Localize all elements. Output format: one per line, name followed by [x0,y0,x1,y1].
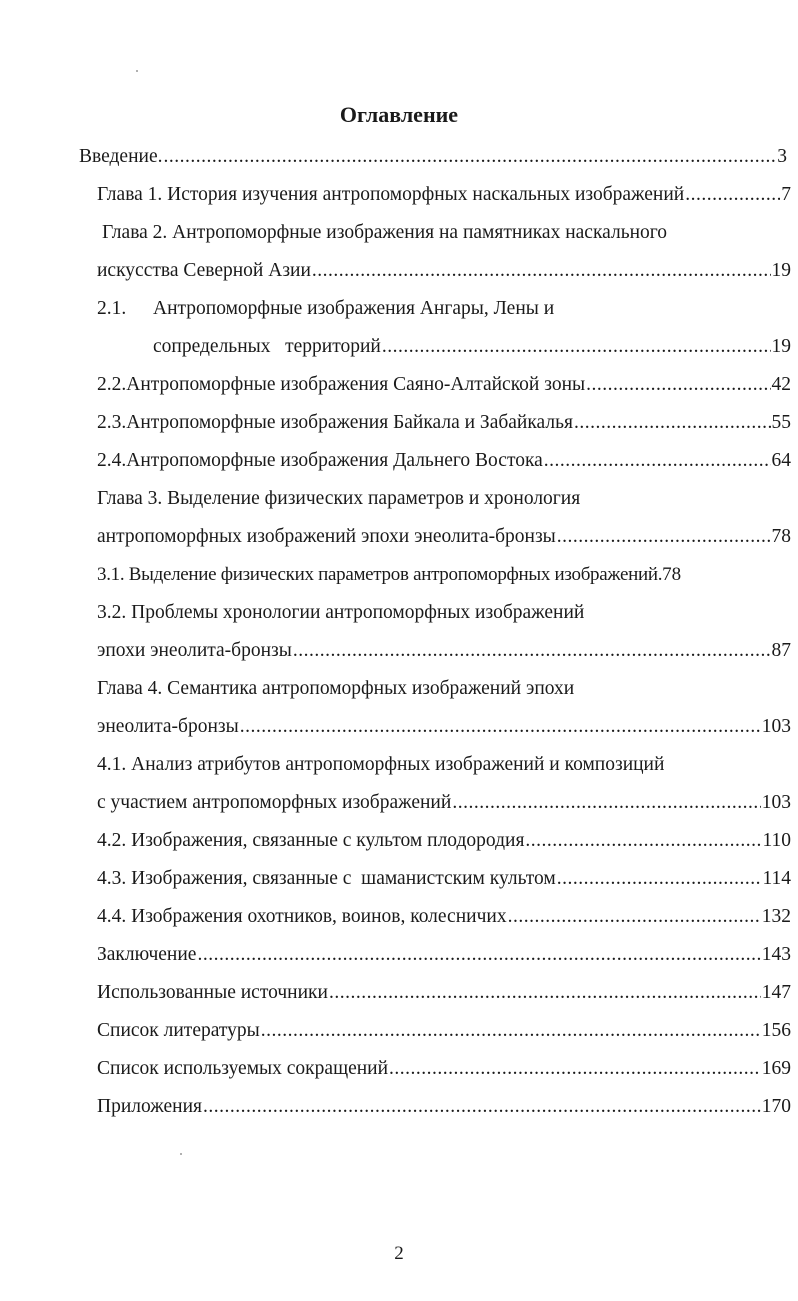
toc-entry[interactable] [97,789,791,817]
toc-entry-page: 114 [762,868,791,889]
toc-entry[interactable] [97,1093,791,1121]
toc-leader [261,1017,761,1045]
toc-entry-text: искусства Северной Азии [97,260,311,281]
toc-title: Оглавление [339,102,459,127]
toc-leader [557,523,771,551]
toc-entry-page: 19 [771,260,791,281]
toc-entry-text: энеолита-бронзы [97,716,239,737]
toc-entry-text: Список используемых сокращений [97,1058,389,1079]
toc-entry-page: 170 [761,1096,791,1117]
toc-entry-text: Список литературы [97,1020,260,1041]
toc-entry-number: 2.1. [97,298,127,319]
toc-entry-text: с участием антропоморфных изображений [97,792,452,813]
toc-entry-page: 78 [662,564,682,585]
toc-entry-text: Антропоморфные изображения Саяно-Алтайской зоны [126,374,586,395]
toc-entry-text: Глава 1. История изучения антропоморфных наскальных изображений [97,184,685,205]
toc-entry[interactable] [97,637,791,665]
scan-speck [180,1153,182,1155]
toc-leader [574,409,771,437]
toc-entry-number: 2.4. [97,450,127,471]
toc-entry-text: Антропоморфные изображения Ангары, Лены и [153,298,555,319]
toc-entry-page: 3 [777,146,787,167]
toc-entry-text: Заключение [97,944,197,965]
toc-entry-page: 103 [761,792,791,813]
toc-leader [293,637,771,665]
toc-entry-page: 132 [761,906,791,927]
toc-entry-text: антропоморфных изображений эпохи энеолита-бронзы [97,526,556,547]
toc-leader [197,941,760,969]
toc-entry-page: 156 [761,1020,791,1041]
toc-entry-text: Глава 4. Семантика антропоморфных изображений эпохи [97,678,575,699]
toc-entry[interactable] [97,827,791,855]
toc-entry[interactable] [97,523,791,551]
toc-entry-page: 55 [771,412,791,433]
toc-entry[interactable] [97,903,791,931]
toc-entry-text: эпохи энеолита-бронзы [97,640,292,661]
toc-leader [203,1093,761,1121]
toc-entry-page: 110 [762,830,791,851]
toc-entry-text: 4.2. Изображения, связанные с культом плодородия [97,830,525,851]
toc-leader [329,979,761,1007]
toc-entry-text: Приложения [97,1096,202,1117]
toc-entry-text: 4.4. Изображения охотников, воинов, колесничих [97,906,507,927]
toc-leader [685,181,780,209]
page-number: 2 [394,1243,404,1264]
toc-entry[interactable] [97,447,791,475]
toc-entry[interactable] [97,865,791,893]
toc-entry-number: 2.2. [97,374,127,395]
toc-leader [240,713,761,741]
toc-entry[interactable] [97,561,791,589]
toc-entry-text: Антропоморфные изображения Дальнего Востока [126,450,543,471]
toc-entry-text: 3.2. Проблемы хронологии антропоморфных изображений [97,602,585,623]
toc-leader [508,903,761,931]
toc-entry[interactable] [97,1017,791,1045]
toc-leader [389,1055,761,1083]
toc-entry-text: Введение. [79,146,163,167]
toc-entry-page: 143 [761,944,791,965]
toc-entry-page: 78 [771,526,791,547]
toc-entry-page: 103 [761,716,791,737]
toc-entry-page: 147 [761,982,791,1003]
toc-entry-text: 3.1. Выделение физических параметров антропоморфных изображений. [97,564,663,585]
scan-speck [136,70,138,72]
toc-entry-page: 64 [771,450,791,471]
toc-entry-text: Использованные источники [97,982,328,1003]
toc-entry-text: 4.1. Анализ атрибутов антропоморфных изображений и композиций [97,754,665,775]
toc-entry[interactable] [97,181,791,209]
toc-entry-text: Антропоморфные изображения Байкала и Забайкалья [126,412,573,433]
toc-leader [312,257,771,285]
toc-entry[interactable] [97,941,791,969]
toc-leader [557,865,762,893]
toc-subsection [97,295,554,323]
toc-entry[interactable] [97,713,791,741]
toc-leader [163,143,776,171]
toc-entry-page: 42 [771,374,791,395]
toc-entry-page: 87 [771,640,791,661]
toc-leader [382,333,771,361]
toc-entry[interactable] [97,257,791,285]
toc-leader [452,789,760,817]
toc-entry-text: Глава 3. Выделение физических параметров и хронология [97,488,581,509]
toc-entry-page: 19 [771,336,791,357]
toc-entry-text: сопредельных территорий [153,336,381,357]
toc-entry-number: 2.3. [97,412,127,433]
toc-entry[interactable] [97,371,791,399]
toc-entry-page: 169 [761,1058,791,1079]
toc-entry[interactable] [79,143,787,171]
toc-leader [525,827,761,855]
toc-entry[interactable] [97,979,791,1007]
toc-entry[interactable] [153,333,791,361]
toc-entry-page: 7 [781,184,791,205]
toc-entry-text: Глава 2. Антропоморфные изображения на памятниках наскального [102,222,668,243]
toc-entry-text: 4.3. Изображения, связанные с шаманистским культом [97,868,556,889]
toc-leader [586,371,770,399]
toc-entry[interactable] [97,409,791,437]
toc-leader [544,447,771,475]
toc-entry[interactable] [97,1055,791,1083]
